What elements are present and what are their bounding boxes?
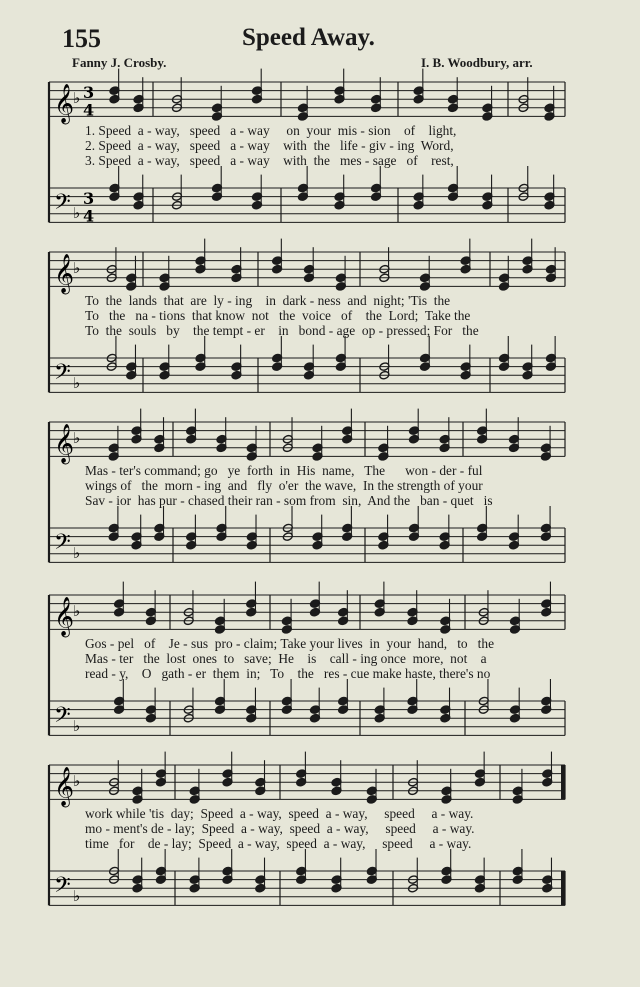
note (420, 256, 431, 291)
note (133, 175, 144, 210)
note (310, 688, 321, 723)
treble-clef-icon: 𝄞 (54, 253, 75, 294)
flat-key-icon: ♭ (73, 259, 81, 278)
note (195, 239, 206, 274)
note (281, 599, 292, 634)
note (189, 769, 200, 804)
note (231, 345, 242, 380)
note (154, 506, 165, 541)
note (509, 417, 520, 452)
note (518, 166, 529, 201)
note (231, 247, 242, 282)
treble-clef-icon: 𝄞 (54, 423, 75, 464)
note (440, 599, 451, 634)
hymn-number: 155 (62, 24, 101, 53)
time-signature-bottom: 4 (83, 100, 95, 120)
note (378, 515, 389, 550)
note (272, 239, 283, 274)
bass-clef-icon: 𝄢 (54, 702, 71, 733)
note (108, 426, 119, 461)
note (252, 175, 263, 210)
hymn-title: Speed Away. (242, 24, 375, 51)
note (304, 345, 315, 380)
note (281, 679, 292, 714)
lyrics-block (85, 806, 565, 851)
note (544, 86, 555, 121)
note (145, 688, 156, 723)
note (215, 599, 226, 634)
note (541, 679, 552, 714)
note (545, 247, 556, 282)
treble-staff (49, 765, 565, 799)
flat-key-icon: ♭ (73, 203, 81, 222)
note (371, 166, 382, 201)
note (255, 760, 266, 795)
note (114, 679, 125, 714)
flat-key-icon: ♭ (73, 772, 81, 791)
treble-clef-icon: 𝄞 (54, 596, 75, 637)
treble-clef-icon: 𝄞 (54, 83, 75, 124)
flat-key-icon: ♭ (73, 373, 81, 392)
note (407, 590, 418, 625)
bass-clef-icon: 𝄢 (54, 872, 71, 903)
bass-staff (49, 528, 565, 562)
note (499, 256, 510, 291)
note (216, 506, 227, 541)
bass-clef-icon: 𝄢 (54, 189, 71, 220)
lyrics-block (85, 293, 565, 338)
note (106, 336, 117, 371)
lyric-line-verse-2: To the na - tions that know not the voice of the Lord; Take the (85, 308, 471, 323)
treble-clef-icon: 𝄞 (54, 766, 75, 807)
lyric-line-verse-1: To the lands that are ly - ing in dark - ness and night; 'Tis the (85, 293, 451, 308)
lyric-line-verse-2: Mas - ter the lost ones to save; He is call - ing once more, not a (85, 651, 487, 666)
note (509, 515, 520, 550)
lyric-line-verse-3: time for de - lay; Speed a - way, speed a - way, speed a - way. (85, 836, 472, 851)
note (366, 769, 377, 804)
note (474, 858, 485, 893)
note (109, 166, 120, 201)
note (378, 426, 389, 461)
lyric-line-verse-1: work while 'tis day; Speed a - way, speed a - way, speed a - way. (85, 806, 474, 821)
bass-staff (49, 871, 565, 905)
note (131, 409, 142, 444)
note (522, 345, 533, 380)
note (439, 515, 450, 550)
note (366, 849, 377, 884)
note (159, 345, 170, 380)
lyric-line-verse-3: Sav - ior has pur - chased their ran - som from sin, And the ban - quet is (85, 493, 493, 508)
note (460, 239, 471, 274)
note (338, 590, 349, 625)
note (297, 166, 308, 201)
note (114, 582, 125, 617)
note (145, 590, 156, 625)
note (335, 336, 346, 371)
note (448, 166, 459, 201)
note (478, 679, 489, 714)
note (342, 409, 353, 444)
note (512, 849, 523, 884)
note (407, 679, 418, 714)
note (522, 239, 533, 274)
note (154, 417, 165, 452)
lyricist-credit: Fanny J. Crosby. (72, 55, 167, 70)
note (448, 77, 459, 112)
lyric-line-verse-3: read - y, O gath - er them in; To the res - cue make haste, there's no (85, 666, 491, 681)
note (518, 77, 529, 112)
note (542, 752, 553, 787)
note (379, 247, 390, 282)
note (155, 752, 166, 787)
note (106, 247, 117, 282)
note (510, 688, 521, 723)
note (331, 760, 342, 795)
lyric-line-verse-3: 3. Speed a - way, speed a - way with the mes - sage of rest, (85, 153, 454, 168)
note (408, 858, 419, 893)
note (512, 769, 523, 804)
note (409, 506, 420, 541)
note (335, 256, 346, 291)
note (109, 849, 120, 884)
note (460, 345, 471, 380)
note (374, 582, 385, 617)
note (420, 336, 431, 371)
note (172, 77, 183, 112)
note (282, 506, 293, 541)
note (186, 409, 197, 444)
note (312, 515, 323, 550)
flat-key-icon: ♭ (73, 89, 81, 108)
time-signature-top: 3 (83, 83, 95, 103)
note (304, 247, 315, 282)
note (183, 590, 194, 625)
note (441, 849, 452, 884)
lyrics-block (85, 636, 565, 681)
note (297, 86, 308, 121)
lyrics-block (85, 463, 565, 508)
note (331, 858, 342, 893)
note (195, 336, 206, 371)
lyric-line-verse-3: To the souls by the tempt - er in bond - age op - pressed; For the (85, 323, 479, 338)
note (334, 175, 345, 210)
note (108, 506, 119, 541)
lyric-line-verse-2: 2. Speed a - way, speed a - way with the life - giv - ing Word, (85, 138, 454, 153)
note (499, 336, 510, 371)
note (215, 679, 226, 714)
note (212, 86, 223, 121)
bass-clef-icon: 𝄢 (54, 359, 71, 390)
lyrics-block (85, 123, 565, 168)
note (109, 69, 120, 104)
note (474, 752, 485, 787)
lyric-line-verse-1: 1. Speed a - way, speed a - way on your mis - sion of light, (85, 123, 457, 138)
note (246, 688, 257, 723)
note (246, 582, 257, 617)
note (131, 515, 142, 550)
note (155, 849, 166, 884)
note (296, 849, 307, 884)
final-bar-line (561, 765, 565, 799)
lyric-line-verse-2: mo - ment's de - lay; Speed a - way, speed a - way, speed a - way. (85, 821, 475, 836)
note (441, 769, 452, 804)
note (186, 515, 197, 550)
note (374, 688, 385, 723)
note (246, 426, 257, 461)
time-signature-bottom: 4 (83, 206, 95, 226)
note (183, 688, 194, 723)
note (334, 69, 345, 104)
flat-key-icon: ♭ (73, 429, 81, 448)
note (371, 77, 382, 112)
note (482, 86, 493, 121)
note (440, 688, 451, 723)
note (439, 417, 450, 452)
note (408, 760, 419, 795)
note (222, 752, 233, 787)
note (312, 426, 323, 461)
note (510, 599, 521, 634)
note (379, 345, 390, 380)
note (296, 752, 307, 787)
note (255, 858, 266, 893)
note (478, 590, 489, 625)
note (409, 409, 420, 444)
note (413, 69, 424, 104)
note (282, 417, 293, 452)
note (413, 175, 424, 210)
note (544, 175, 555, 210)
flat-key-icon: ♭ (73, 543, 81, 562)
note (545, 336, 556, 371)
note (159, 256, 170, 291)
note (342, 506, 353, 541)
note (126, 256, 137, 291)
note (541, 582, 552, 617)
note (133, 77, 144, 112)
lyric-line-verse-1: Mas - ter's command; go ye forth in His name, The won - der - ful (85, 463, 483, 478)
flat-key-icon: ♭ (73, 602, 81, 621)
bass-clef-icon: 𝄢 (54, 529, 71, 560)
note (477, 506, 488, 541)
note (310, 582, 321, 617)
note (109, 760, 120, 795)
note (212, 166, 223, 201)
note (246, 515, 257, 550)
treble-staff (49, 422, 565, 456)
note (189, 858, 200, 893)
note (540, 506, 551, 541)
note (482, 175, 493, 210)
note (222, 849, 233, 884)
note (542, 858, 553, 893)
time-signature-top: 3 (83, 189, 95, 209)
note (272, 336, 283, 371)
flat-key-icon: ♭ (73, 886, 81, 905)
lyric-line-verse-1: Gos - pel of Je - sus pro - claim; Take your lives in your hand, to the (85, 636, 495, 651)
note (216, 417, 227, 452)
note (132, 858, 143, 893)
flat-key-icon: ♭ (73, 716, 81, 735)
note (126, 345, 137, 380)
note (132, 769, 143, 804)
composer-credit: I. B. Woodbury, arr. (421, 55, 533, 70)
note (338, 679, 349, 714)
note (172, 175, 183, 210)
note (540, 426, 551, 461)
note (252, 69, 263, 104)
final-bar-line (561, 871, 565, 905)
lyric-line-verse-2: wings of the morn - ing and fly o'er the wave, In the strength of your (85, 478, 483, 493)
note (477, 409, 488, 444)
